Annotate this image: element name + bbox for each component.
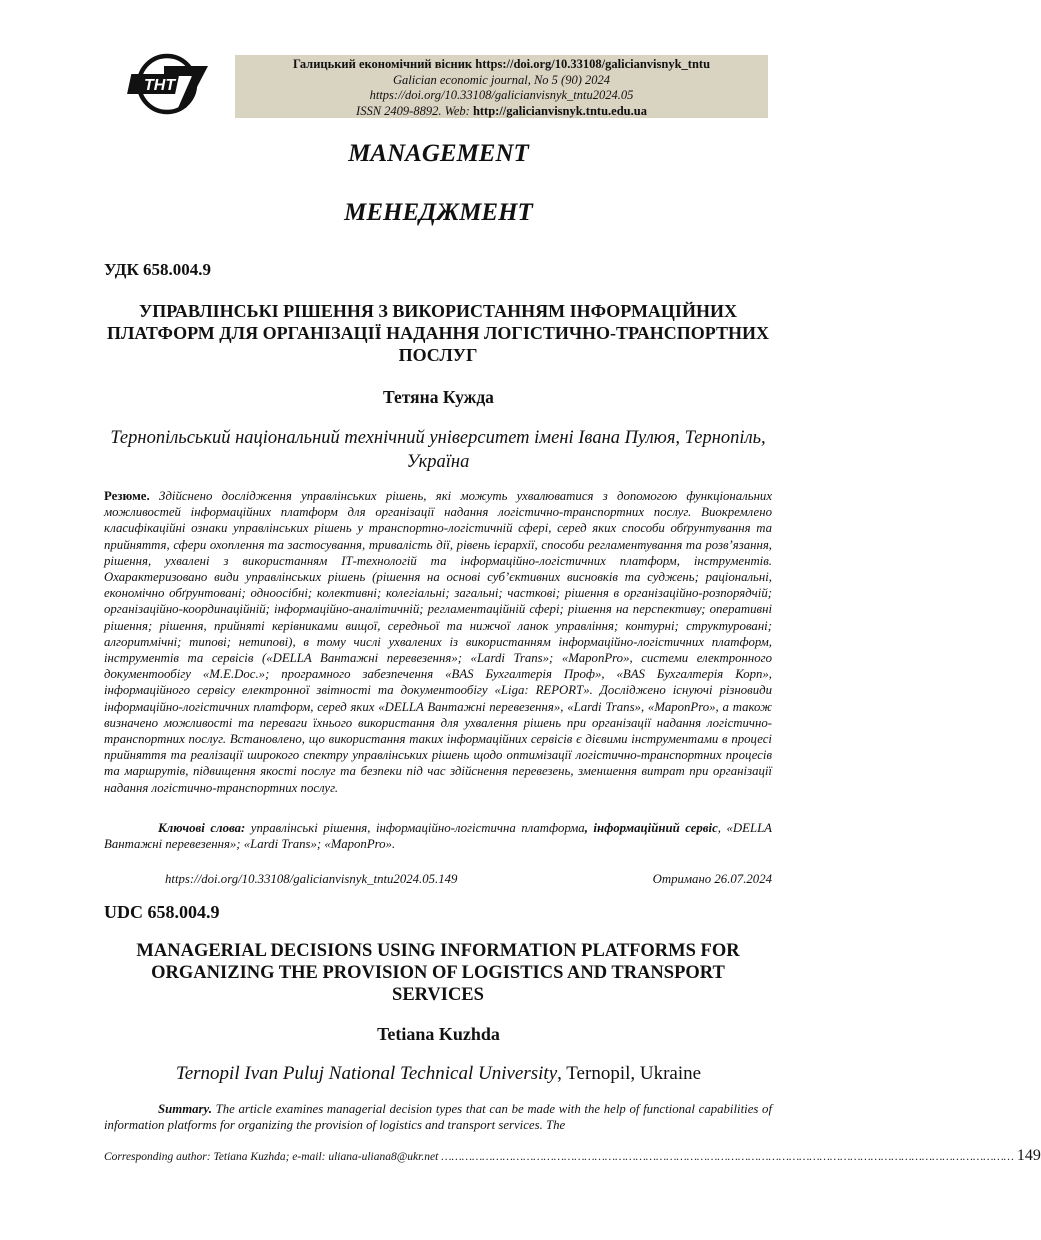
abstract-label: Резюме. (104, 489, 150, 503)
udk-code: УДК 658.004.9 (104, 260, 212, 279)
article-title-ua: УПРАВЛІНСЬКІ РІШЕННЯ З ВИКОРИСТАННЯМ ІНФОРМАЦІЙНИХ ПЛАТФОРМ ДЛЯ ОРГАНІЗАЦІЇ НАДАННЯ ЛОГІСТИЧНО-ТРАНСПОРТНИХ ПОСЛУГ (107, 301, 769, 365)
journal-title-line: Галицький економічний вісник https://doi.org/10.33108/galicianvisnyk_tntu (292, 57, 711, 71)
institution-name: Ternopil Ivan Puluj National Technical University (175, 1063, 558, 1084)
summary-text: The article examines managerial decision types that can be made with the help of functional capabilities of information platforms for organizing the provision of logistics and transport services. The (104, 1102, 772, 1132)
affiliation-en (0, 1063, 877, 1085)
section-heading-ua: МЕНЕДЖМЕНТ (344, 199, 533, 226)
keyword-rest: , «DELLA Вантажні перевезення»; «Lardi Trans»; «МаропPro». (104, 821, 773, 852)
issn-text: ISSN 2409-8892. Web: (356, 103, 473, 118)
article-doi-link[interactable]: https://doi.org/10.33108/galicianvisnyk_tntu2024.05.149 (165, 872, 458, 886)
section-heading-en: MANAGEMENT (348, 140, 529, 167)
abstract-ua (104, 488, 772, 796)
issue-doi-line: https://doi.org/10.33108/galicianvisnyk_tntu2024.05 (369, 88, 634, 102)
journal-website-link[interactable]: http://galicianvisnyk.tntu.edu.ua (472, 103, 647, 118)
abstract-text: Здійснено дослідження управлінських рішень, які можуть ухвалюватися з допомогою функціональних можливостей інформаційних платформ для організації надання логістично-транспортних послуг. Виокремлено класифікаційні ознаки управлінських рішень у транспортно-логістичній сфері, серед яких способи обґрунтування та прийняття, сфери охоплення та застосування, тривалість дії, рівень ієрархії, способи регламентування та розв’язання, рішення, ухвалені з використанням ІТ-технологій та інформаційно-логістичних платформ, інструментів. Охарактеризовано види управлінських рішень (рішення на основі суб’єктивних висновків та суджень; раціональні, економічно обґрунтовані; одноосібні; колективні; колегіальні; загальні; часткові; рішення в організаційно-розпорядчій; організаційно-координаційній; інформаційно-аналітичній; регламентаційній сфері; рішення на перспективу; оперативні рішення; рішення, прийняті керівниками вищої, середньої та нижчої ланок управління; контурні; структуровані; алгоритмічні; типові; нетипові), в тому числі ухвалених із використанням інформаційно-логістичних платформ, інструментів та сервісів («DELLA Вантажні перевезення»; «Lardi Trans»; «МаропPro», системи електронного документообігу «M.E.Doc.»; програмного забезпечення «BAS Бухгалтерія Проф», «BAS Бухгалтерія Корп», інформаційного сервісу електронної звітності та документообігу «Liga: REPORT». Досліджено існуючі різновиди інформаційно-логістичних платформ, серед яких «DELLA Вантажні перевезення», «Lardi Trans», «МаропPro», а також визначено можливості та переваги їхнього використання для ухвалення рішень при організації надання логістично-транспортних послуг. Встановлено, що використання таких інформаційних сервісів є дієвими інструментами в процесі прийняття та реалізації широкого спектру управлінських рішень щодо оптимізації логістично-транспортних процесів та маршрутів, підвищення якості послуг та безпеки під час здійснення перевезень, зменшення витрат при організації надання логістично-транспортних послуг. (104, 489, 772, 795)
page-number: 149 (1016, 1147, 1041, 1164)
article-title-en: MANAGERIAL DECISIONS USING INFORMATION PLATFORMS FOR ORGANIZING THE PROVISION OF LOGISTICS AND TRANSPORT SERVICES (136, 941, 740, 1005)
corresponding-author: Corresponding author: Tetiana Kuzhda; e-mail: uliana-uliana8@ukr.net (104, 1151, 439, 1163)
journal-logo (134, 52, 210, 114)
keyword-3: , інформаційний сервіс (584, 821, 718, 835)
issn-line (235, 104, 768, 120)
affiliation-ua: Тернопільський національний технічний університет імені Івана Пулюя, Тернопіль, Україна (110, 428, 766, 472)
summary-label: Summary. (158, 1102, 212, 1116)
page-footer (104, 1147, 1041, 1165)
udc-code: UDC 658.004.9 (104, 902, 220, 922)
keywords-label: Ключові слова: (158, 821, 246, 835)
journal-header (235, 55, 768, 118)
author-name-en: Tetiana Kuzhda (377, 1024, 500, 1044)
keywords-ua (104, 820, 772, 852)
institution-location: , Ternopil, Ukraine (557, 1063, 702, 1084)
journal-issue-line: Galician economic journal, No 5 (90) 2024 (393, 72, 610, 87)
received-date: Отримано 26.07.2024 (652, 872, 772, 886)
footer-leader-dots: …………………………………………………………………………………………………………………………………………………… (441, 1151, 1014, 1163)
keyword-2: , інформаційно-логістична платформа (367, 821, 585, 835)
logo-text: ТНТ (144, 77, 176, 94)
keyword-1: управлінські рішення (245, 821, 368, 835)
author-name-ua: Тетяна Кужда (383, 387, 494, 407)
summary-en (104, 1101, 772, 1133)
